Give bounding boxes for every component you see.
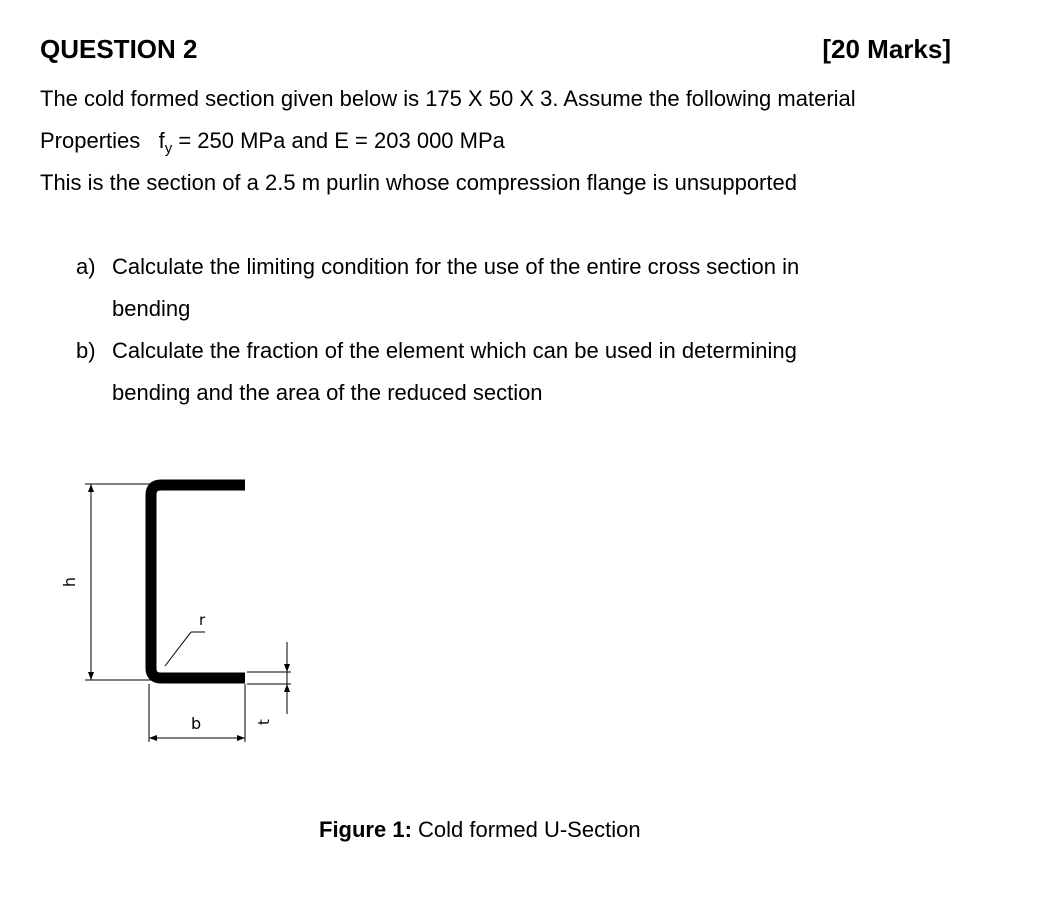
radius-label: r (199, 611, 206, 629)
fy-subscript: y (164, 140, 173, 157)
figure-caption-label: Figure 1: (319, 817, 412, 842)
thickness-label: t (255, 719, 273, 725)
question-a-label: a) (76, 254, 96, 279)
width-label: b (191, 714, 202, 733)
height-label: h (60, 576, 79, 588)
question-a-line-1: Calculate the limiting condition for the use of the entire cross section in (112, 254, 800, 279)
u-section-figure (55, 470, 315, 750)
body-line-1: The cold formed section given below is 175 X 50 X 3. Assume the following material (40, 86, 856, 111)
figure-caption-text: Cold formed U-Section (411, 817, 641, 842)
question-b-label: b) (76, 338, 96, 363)
question-b-line-2: bending and the area of the reduced section (112, 380, 543, 405)
body-line-2 (40, 128, 505, 157)
radius-leader-line (165, 632, 191, 666)
question-b-line-1: Calculate the fraction of the element which can be used in determining (112, 338, 797, 363)
body-line-3: This is the section of a 2.5 m purlin whose compression flange is unsupported (40, 170, 797, 195)
marks-label: [20 Marks] (822, 34, 951, 64)
properties-prefix: Properties f (40, 128, 165, 153)
properties-suffix: = 250 MPa and E = 203 000 MPa (172, 128, 505, 153)
channel-section-shape (151, 485, 245, 678)
question-title: QUESTION 2 (40, 34, 198, 64)
question-a-line-2: bending (112, 296, 191, 321)
figure-caption (319, 817, 641, 843)
